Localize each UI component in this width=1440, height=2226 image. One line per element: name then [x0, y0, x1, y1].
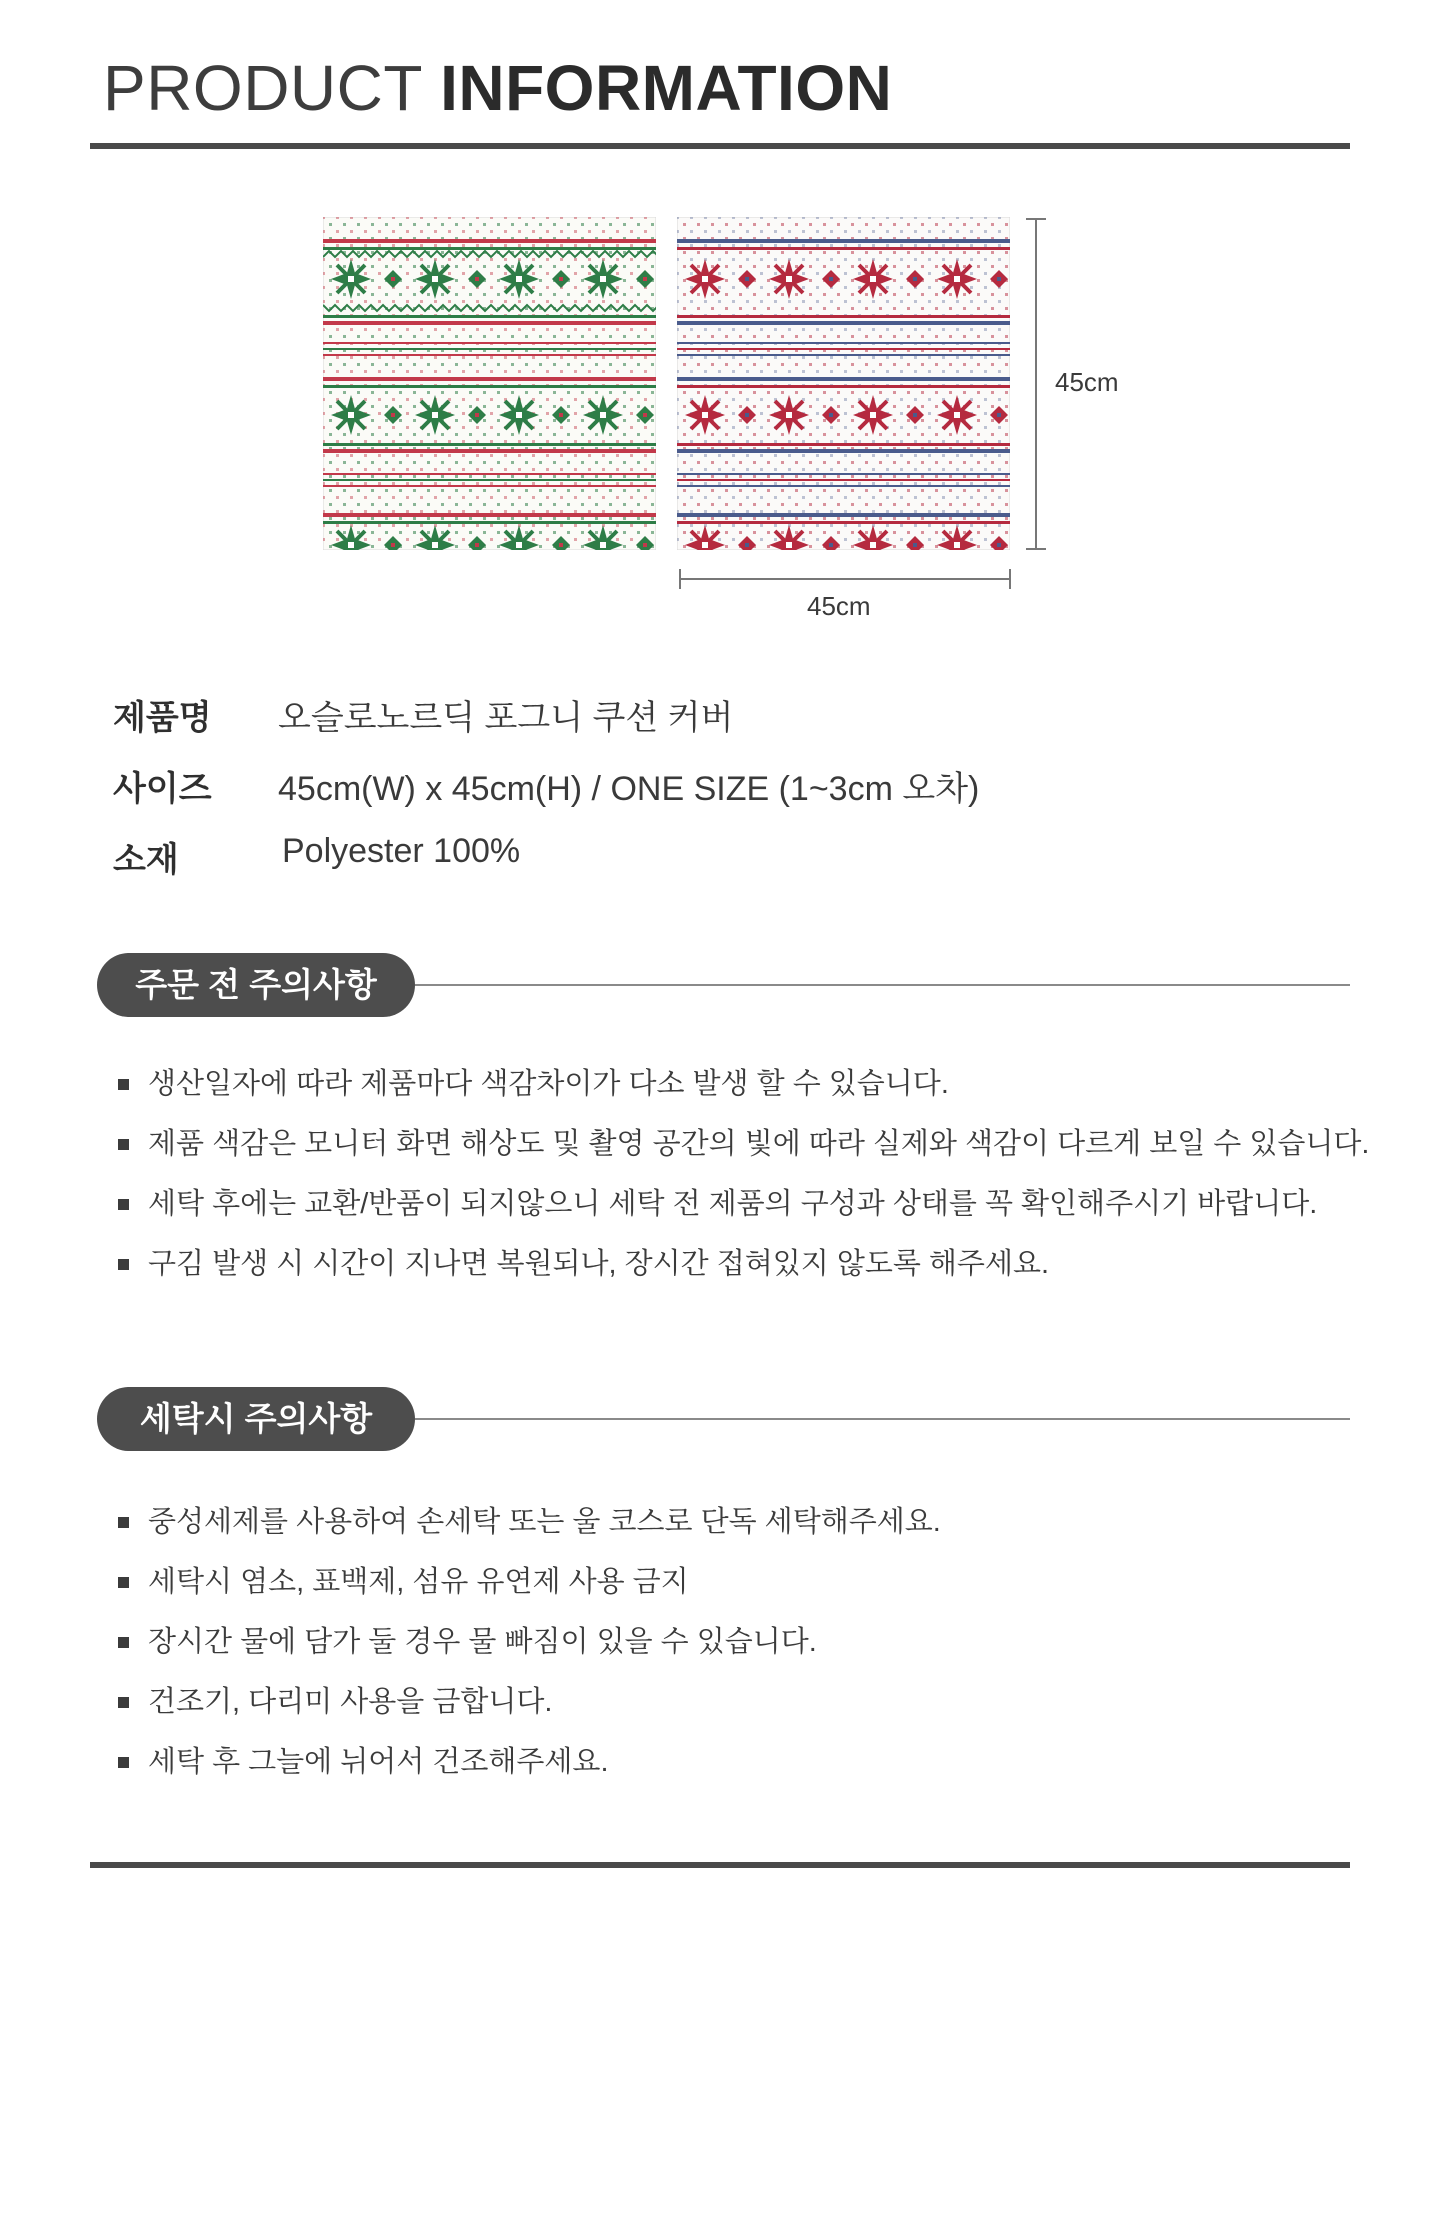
list-item	[118, 1122, 1369, 1182]
section-title-order-notice: 주문 전 주의사항	[97, 953, 415, 1017]
list-item	[118, 1182, 1369, 1242]
list-item-text: 건조기, 다리미 사용을 금합니다.	[148, 1686, 553, 1718]
header-divider	[90, 143, 1350, 149]
list-item	[118, 1620, 941, 1680]
info-label: 소재	[113, 841, 179, 879]
list-item-text: 세탁 후에는 교환/반품이 되지않으니 세탁 전 제품의 구성과 상태를 꼭 확인해주시기 바랍니다.	[148, 1188, 1318, 1220]
width-label: 45cm	[807, 591, 871, 621]
info-value: 45cm(W) x 45cm(H) / ONE SIZE (1~3cm 오차)	[278, 770, 980, 808]
section-title-washing-notice: 세탁시 주의사항	[97, 1387, 415, 1451]
width-dimension-line	[676, 566, 1016, 592]
bullet-icon	[118, 1637, 129, 1648]
list-item-text: 제품 색감은 모니터 화면 해상도 및 촬영 공간의 빛에 따라 실제와 색감이 다르게 보일 수 있습니다.	[148, 1128, 1370, 1160]
product-image-red	[677, 217, 1010, 550]
section-divider	[415, 984, 1350, 986]
list-item	[118, 1740, 941, 1800]
title-light: PRODUCT	[103, 52, 422, 124]
bullet-icon	[118, 1199, 129, 1210]
info-label: 제품명	[113, 699, 212, 737]
list-item	[118, 1062, 1369, 1122]
height-dimension-line	[1020, 215, 1060, 555]
bullet-icon	[118, 1139, 129, 1150]
list-item-text: 장시간 물에 담가 둘 경우 물 빠짐이 있을 수 있습니다.	[148, 1626, 817, 1658]
bullet-icon	[118, 1517, 129, 1528]
list-item-text: 세탁시 염소, 표백제, 섬유 유연제 사용 금지	[148, 1566, 689, 1598]
bullet-icon	[118, 1697, 129, 1708]
list-item	[118, 1560, 941, 1620]
list-item-text: 구김 발생 시 시간이 지나면 복원되나, 장시간 접혀있지 않도록 해주세요.	[148, 1248, 1050, 1280]
list-item	[118, 1242, 1369, 1302]
info-value: 오슬로노르딕 포그니 쿠션 커버	[278, 699, 734, 737]
order-notice-list	[118, 1062, 1369, 1302]
bullet-icon	[118, 1079, 129, 1090]
list-item	[118, 1500, 941, 1560]
title-bold: INFORMATION	[440, 52, 893, 124]
washing-notice-list	[118, 1500, 941, 1800]
footer-divider	[90, 1862, 1350, 1868]
bullet-icon	[118, 1757, 129, 1768]
height-label: 45cm	[1055, 367, 1119, 397]
list-item-text: 중성세제를 사용하여 손세탁 또는 울 코스로 단독 세탁해주세요.	[148, 1506, 941, 1538]
info-label: 사이즈	[113, 770, 212, 808]
info-value: Polyester 100%	[282, 832, 521, 870]
bullet-icon	[118, 1577, 129, 1588]
section-divider	[415, 1418, 1350, 1420]
page-title	[103, 52, 892, 124]
list-item-text: 생산일자에 따라 제품마다 색감차이가 다소 발생 할 수 있습니다.	[148, 1068, 949, 1100]
list-item	[118, 1680, 941, 1740]
list-item-text: 세탁 후 그늘에 뉘어서 건조해주세요.	[148, 1746, 609, 1778]
product-image-green	[323, 217, 656, 550]
bullet-icon	[118, 1259, 129, 1270]
